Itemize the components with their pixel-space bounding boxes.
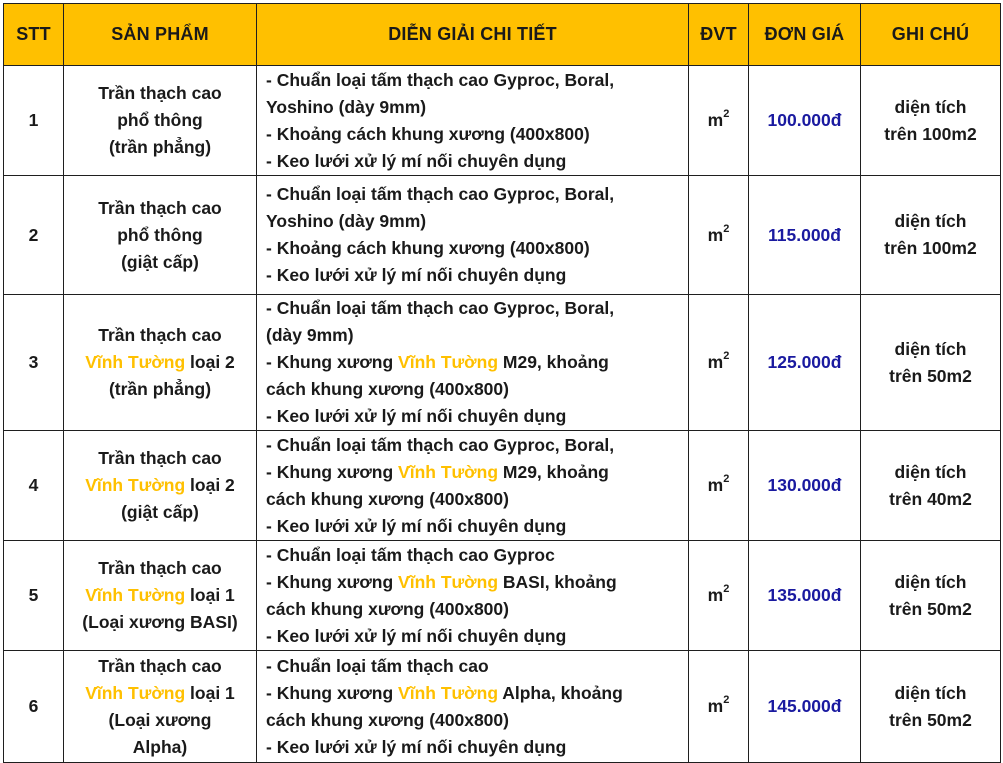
- row-detail: [257, 651, 689, 763]
- row-product: [64, 176, 257, 295]
- row-price: 135.000đ: [749, 541, 861, 651]
- row-unit: [689, 66, 749, 176]
- product-line: (trần phẳng): [108, 137, 212, 157]
- detail-pre: - Khung xương: [266, 571, 399, 592]
- detail-line: [266, 459, 682, 486]
- row-product: [64, 66, 257, 176]
- table-body: [4, 66, 1001, 763]
- note-line: diện tích: [894, 461, 967, 482]
- note-line: trên 100m2: [884, 238, 977, 258]
- detail-pre: - Khung xương: [266, 682, 399, 703]
- brand-highlight: Vĩnh Tường: [398, 352, 499, 372]
- detail-line: - Keo lưới xử lý mí nối chuyên dụng: [266, 515, 567, 536]
- header-unit: ĐVT: [689, 4, 749, 66]
- detail-line: Yoshino (dày 9mm): [266, 211, 427, 231]
- row-detail: [257, 176, 689, 295]
- row-unit: [689, 651, 749, 763]
- row-note: [861, 176, 1001, 295]
- row-unit: [689, 176, 749, 295]
- row-product: [64, 431, 257, 541]
- row-note: [861, 541, 1001, 651]
- detail-line: Yoshino (dày 9mm): [266, 96, 427, 117]
- row-detail: [257, 295, 689, 431]
- row-price: 100.000đ: [749, 66, 861, 176]
- header-product: SẢN PHẨM: [64, 4, 257, 66]
- detail-line: - Keo lưới xử lý mí nối chuyên dụng: [266, 736, 567, 757]
- header-note: GHI CHÚ: [861, 4, 1001, 66]
- detail-line: - Khoảng cách khung xương (400x800): [266, 123, 590, 144]
- header-price: ĐƠN GIÁ: [749, 4, 861, 66]
- brand-highlight: Vĩnh Tường: [85, 352, 186, 372]
- row-price: 125.000đ: [749, 295, 861, 431]
- detail-line: - Keo lưới xử lý mí nối chuyên dụng: [266, 265, 567, 285]
- product-line: [68, 349, 252, 376]
- detail-post: M29, khoảng: [498, 352, 609, 372]
- note-line: trên 40m2: [889, 488, 972, 509]
- unit-base: m: [707, 224, 724, 245]
- detail-line: - Chuẩn loại tấm thạch cao Gyproc: [266, 544, 555, 565]
- detail-pre: - Khung xương: [266, 461, 399, 482]
- row-note: [861, 431, 1001, 541]
- detail-line: (dày 9mm): [266, 325, 354, 345]
- brand-highlight: Vĩnh Tường: [85, 682, 186, 703]
- product-line: (trần phẳng): [108, 379, 212, 399]
- table-header: [4, 4, 1001, 66]
- detail-line: - Keo lưới xử lý mí nối chuyên dụng: [266, 150, 567, 171]
- product-line: (Loại xương BASI): [82, 612, 238, 632]
- unit-exponent: 2: [723, 473, 730, 486]
- row-stt: 4: [4, 431, 64, 541]
- note-line: diện tích: [894, 682, 967, 703]
- product-line-rest: loại 1: [185, 682, 235, 703]
- detail-line: cách khung xương (400x800): [266, 709, 509, 730]
- table-row: [4, 66, 1001, 176]
- detail-line: - Chuẩn loại tấm thạch cao Gyproc, Boral,: [266, 298, 615, 318]
- detail-line: - Keo lưới xử lý mí nối chuyên dụng: [266, 406, 567, 426]
- product-line-rest: loại 2: [185, 475, 235, 495]
- row-note: [861, 651, 1001, 763]
- unit-exponent: 2: [723, 350, 730, 363]
- product-line: (Loại xương: [108, 709, 212, 730]
- detail-line: - Chuẩn loại tấm thạch cao Gyproc, Boral,: [266, 184, 615, 204]
- note-line: diện tích: [894, 338, 967, 359]
- row-stt: 6: [4, 651, 64, 763]
- detail-line: [266, 349, 682, 376]
- row-price: 130.000đ: [749, 431, 861, 541]
- detail-line: - Keo lưới xử lý mí nối chuyên dụng: [266, 625, 567, 646]
- brand-highlight: Vĩnh Tường: [85, 475, 186, 495]
- table-row: [4, 541, 1001, 651]
- table-row: [4, 176, 1001, 295]
- brand-highlight: Vĩnh Tường: [398, 461, 499, 482]
- note-line: diện tích: [894, 96, 967, 117]
- note-line: trên 50m2: [889, 598, 972, 619]
- detail-post: M29, khoảng: [498, 461, 609, 482]
- header-row: [4, 4, 1001, 66]
- product-line: phổ thông: [117, 110, 203, 130]
- product-line: Trần thạch cao: [98, 197, 222, 218]
- row-product: [64, 651, 257, 763]
- row-stt: 5: [4, 541, 64, 651]
- note-line: diện tích: [894, 571, 967, 592]
- row-price: 145.000đ: [749, 651, 861, 763]
- product-line: (giật cấp): [121, 502, 199, 522]
- product-line: [68, 680, 252, 707]
- header-stt: STT: [4, 4, 64, 66]
- row-unit: [689, 431, 749, 541]
- detail-line: - Chuẩn loại tấm thạch cao Gyproc, Boral,: [266, 69, 615, 90]
- row-note: [861, 295, 1001, 431]
- table-row: [4, 431, 1001, 541]
- note-line: diện tích: [894, 211, 967, 231]
- product-line: (giật cấp): [121, 251, 199, 272]
- detail-line: [266, 680, 682, 707]
- row-detail: [257, 541, 689, 651]
- row-stt: 2: [4, 176, 64, 295]
- row-detail: [257, 66, 689, 176]
- row-detail: [257, 431, 689, 541]
- detail-line: [266, 569, 682, 596]
- detail-pre: - Khung xương: [266, 352, 399, 372]
- product-line-rest: loại 2: [185, 352, 235, 372]
- detail-line: - Chuẩn loại tấm thạch cao: [266, 655, 489, 676]
- row-price: 115.000đ: [749, 176, 861, 295]
- unit-base: m: [707, 585, 724, 605]
- product-line: Trần thạch cao: [98, 325, 222, 345]
- note-line: trên 50m2: [889, 709, 972, 730]
- detail-line: - Khoảng cách khung xương (400x800): [266, 238, 590, 258]
- row-stt: 3: [4, 295, 64, 431]
- unit-exponent: 2: [723, 583, 730, 596]
- product-line: Trần thạch cao: [98, 558, 222, 578]
- unit-base: m: [707, 352, 724, 372]
- product-line: Trần thạch cao: [98, 448, 222, 468]
- detail-post: Alpha, khoảng: [498, 682, 623, 703]
- table-row: [4, 651, 1001, 763]
- unit-base: m: [707, 696, 724, 716]
- unit-base: m: [707, 475, 724, 495]
- product-line: [68, 472, 252, 499]
- product-line: Trần thạch cao: [98, 655, 222, 676]
- unit-exponent: 2: [723, 108, 730, 121]
- row-unit: [689, 541, 749, 651]
- detail-line: cách khung xương (400x800): [266, 598, 509, 619]
- header-detail: DIỄN GIẢI CHI TIẾT: [257, 4, 689, 66]
- unit-exponent: 2: [723, 694, 730, 707]
- detail-line: - Chuẩn loại tấm thạch cao Gyproc, Boral,: [266, 434, 615, 455]
- product-line: [68, 582, 252, 609]
- price-table: [3, 3, 1001, 763]
- unit-base: m: [707, 110, 724, 130]
- row-product: [64, 295, 257, 431]
- detail-line: cách khung xương (400x800): [266, 488, 509, 509]
- product-line: phổ thông: [117, 224, 203, 245]
- row-unit: [689, 295, 749, 431]
- row-product: [64, 541, 257, 651]
- table-row: [4, 295, 1001, 431]
- brand-highlight: Vĩnh Tường: [85, 585, 186, 605]
- brand-highlight: Vĩnh Tường: [398, 571, 499, 592]
- product-line-rest: loại 1: [185, 585, 235, 605]
- note-line: trên 100m2: [884, 123, 977, 144]
- brand-highlight: Vĩnh Tường: [398, 682, 499, 703]
- detail-post: BASI, khoảng: [498, 571, 617, 592]
- note-line: trên 50m2: [889, 365, 972, 386]
- unit-exponent: 2: [723, 222, 730, 235]
- row-stt: 1: [4, 66, 64, 176]
- row-note: [861, 66, 1001, 176]
- detail-line: cách khung xương (400x800): [266, 379, 509, 399]
- product-line: Alpha): [132, 736, 188, 757]
- product-line: Trần thạch cao: [98, 83, 222, 103]
